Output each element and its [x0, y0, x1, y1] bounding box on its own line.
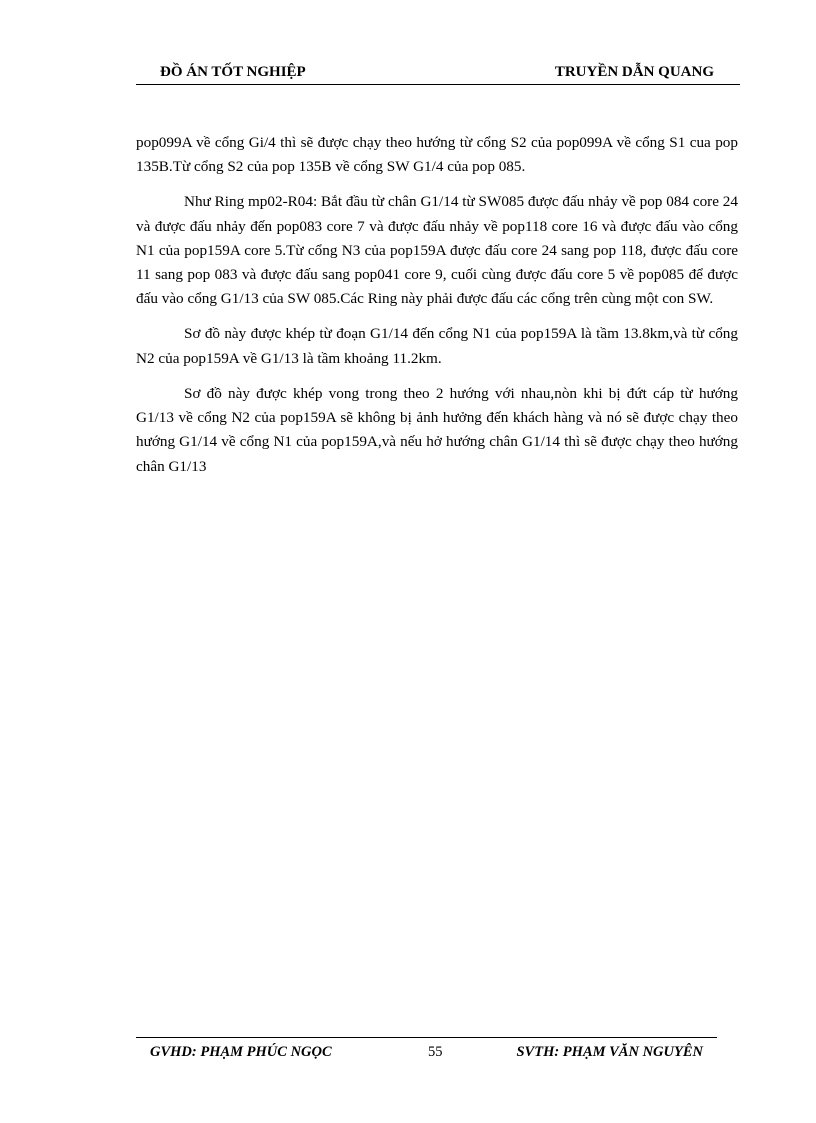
- footer-student: SVTH: PHẠM VĂN NGUYÊN: [516, 1044, 703, 1060]
- paragraph-2: Như Ring mp02-R04: Bắt đầu từ chân G1/14 từ SW085 được đấu nhảy về pop 084 core 24 và được đấu nhảy đến pop083 core 7 và được đấu nhảy về pop118 core 16 và được đấu vào cổng N1 của pop159A core 5.Từ cổng N3 của pop159A được đấu core 24 sang pop 118, được đấu core 11 sang pop 083 và được đấu sang pop041 core 9, cuối cùng được đấu core 5 về pop085 để được đấu vào cổng G1/13 của SW 085.Các Ring này phải được đấu các cổng trên cùng một con SW.: [136, 193, 738, 308]
- document-body: [136, 131, 738, 490]
- page-number: 55: [428, 1044, 443, 1060]
- paragraph-3: Sơ đồ này được khép từ đoạn G1/14 đến cổng N1 của pop159A là tầm 13.8km,và từ cổng N2 của pop159A về G1/13 là tầm khoảng 11.2km.: [136, 325, 738, 367]
- paragraph-4: Sơ đồ này được khép vong trong theo 2 hướng với nhau,nòn khi bị đứt cáp từ hướng G1/13 về cổng N2 của pop159A sẽ không bị ảnh hưởng đến khách hàng và nó sẽ được chạy theo hướng G1/14 về cổng N1 của pop159A,và nếu hở hướng chân G1/14 thì sẽ được chạy theo hướng chân G1/13: [136, 384, 738, 475]
- paragraph-1: pop099A về cổng Gi/4 thì sẽ được chạy theo hướng từ cổng S2 của pop099A về cổng S1 cua pop 135B.Từ cổng S2 của pop 135B về cổng SW G1/4 của pop 085.: [136, 134, 738, 176]
- header-title-right: TRUYỀN DẪN QUANG: [554, 64, 714, 80]
- page-header: [136, 62, 740, 85]
- footer-advisor: GVHD: PHẠM PHÚC NGỌC: [150, 1044, 332, 1060]
- header-title-left: ĐỒ ÁN TỐT NGHIỆP: [160, 64, 306, 80]
- page-footer: [136, 1037, 717, 1064]
